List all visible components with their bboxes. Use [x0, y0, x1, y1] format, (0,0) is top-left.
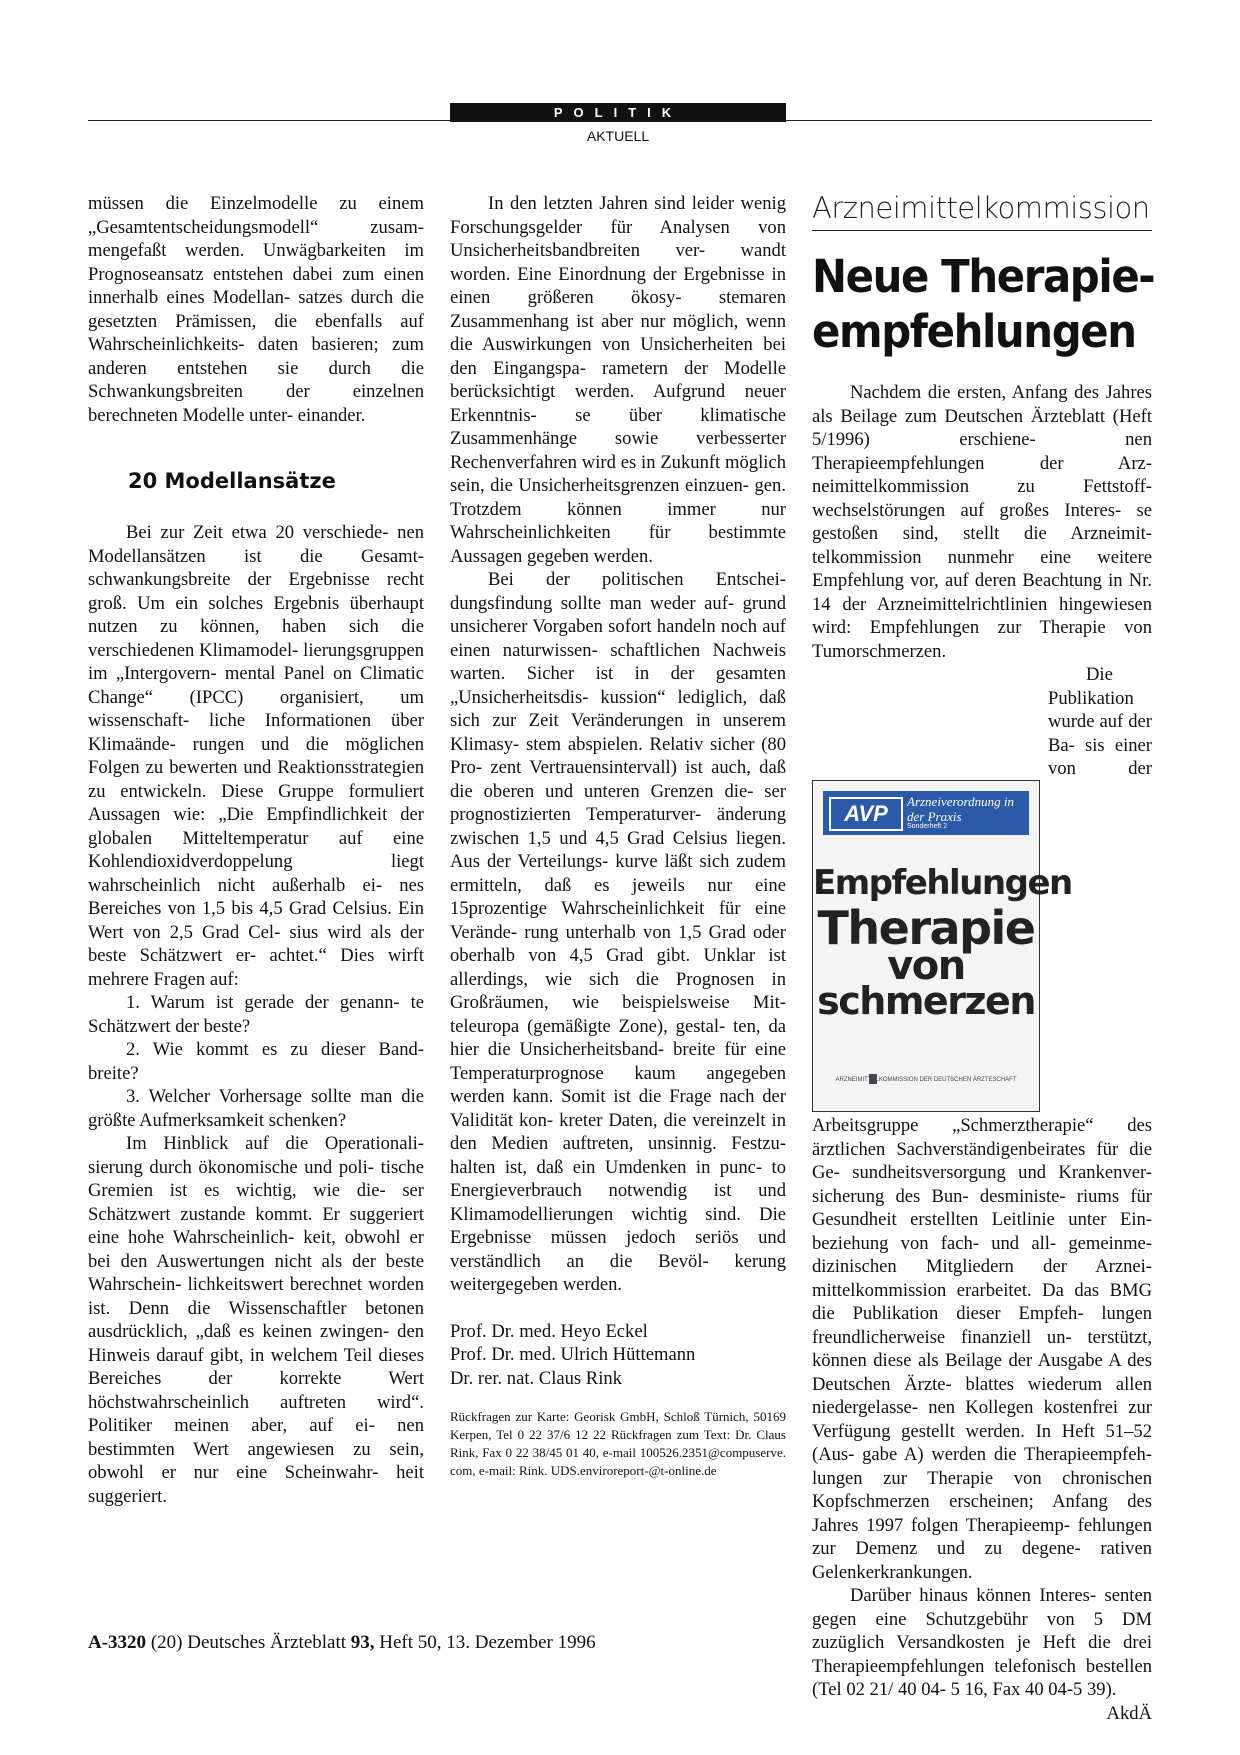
footer-volume: 93, [350, 1632, 375, 1653]
paragraph: Im Hinblick auf die Operationali- sierung durch ökonomische und poli- tische Gremien ist es wichtig, wie die- ser Schätzwert zustande kommt. Er suggeriert eine hohe Wahrscheinlich- keit, obwohl er bei den Auswertungen nicht als der beste Wahrschein- lichkeitswert berechnet worden ist. Denn die Wissenschaftler betonen ausdrücklich, „daß es keinen zwingen- den Hinweis darauf gibt, in welchem Teil dieses Bereiches der korrekte Wert höchstwahrscheinlich auftreten wird“. Politiker meinen aber, auf ei- nen bestimmten Wert angewiesen zu sein, obwohl er nur eine Scheinwahr- heit suggeriert. [88, 1133, 424, 1507]
paragraph: In den letzten Jahren sind leider wenig Forschungsgelder für Analysen von Unsicherheitsbandbreiten ver- wandt worden. Eine Einordnung der Ergebnisse in einen größeren ökosy- stemaren Zusammenhang ist aber nur möglich, wenn die Auswirkungen von Unsicherheiten bei den Eingangspa- rametern der Modelle berücksichtigt werden. Aufgrund neuer Erkenntnis- se über klimatische Zusammenhänge sowie verbesserter Rechenverfahren wird es in Zukunft möglich sein, die Unsicherheitsgrenzen einzuen- gen. Trotzdem können immer nur Wahrscheinlichkeiten für bestimmte Aussagen gegeben werden. [450, 193, 786, 567]
footer-issue: Heft 50, 13. Dezember 1996 [379, 1632, 596, 1653]
kicker: Arzneimittelkommission [812, 190, 1152, 231]
page-number: A-3320 [88, 1632, 147, 1653]
cover-subtitle: Sonderheft 2 [907, 823, 948, 830]
author-block [450, 1320, 786, 1391]
paragraph: Nachdem die ersten, Anfang des Jahres als Beilage zum Deutschen Ärzteblatt (Heft 5/1996) erschiene- nen Therapieempfehlungen der Arz- neimittelkommission zu Fettstoff- wechselstörungen auf großes Interes- se gestoßen sind, stellt die Arzneimit- telkommission nunmehr eine weitere Empfehlung vor, auf deren Beachtung in Nr. 14 der Arzneimittelrichtlinien hingewiesen wird: Empfehlungen zur Therapie von Tumorschmerzen. [812, 382, 1152, 662]
headline-line-1: Neue Therapie- [812, 250, 1155, 303]
question-1: 1. Warum ist gerade der genann- te Schätzwert der beste? [88, 992, 424, 1037]
author-name: Prof. Dr. med. Ulrich Hüttemann [450, 1344, 696, 1365]
paragraph-text: Darüber hinaus können Interes- senten gegen eine Schutzgebühr von 5 DM zuzüglich Versandkosten je Heft die drei Therapieempfehlungen telefonisch bestellen (Tel 02 21/ 40 04- 5 16, Fax 40 04-5 39). [812, 1585, 1152, 1700]
column-2 [450, 192, 786, 1480]
cover-series-title: Arzneiverordnung in der Praxis [907, 794, 1014, 824]
headline [812, 249, 1155, 359]
paragraph [812, 1584, 1152, 1724]
contact-info: Rückfragen zur Karte: Georisk GmbH, Schloß Türnich, 50169 Kerpen, Tel 0 22 37/6 12 22 Rückfragen zum Text: Dr. Claus Rink, Fax 0 22 38/45 01 40, e-mail 100526.2351@compuserve. com, e-mail: Rink. UDS.enviroreport-@t-online.de [450, 1409, 786, 1478]
avp-logo: AVP [829, 797, 903, 831]
brochure-cover-image [812, 780, 1072, 1112]
paragraph: Bei zur Zeit etwa 20 verschiede- nen Modellansätzen ist die Gesamt- schwankungsbreite der Ergebnisse recht groß. Um ein solches Ergebnis überhaupt nutzen zu können, haben sich die verschiedenen Klimamodel- lierungsgruppen im „Intergovern- mental Panel on Climatic Change“ (IPCC) organisiert, um wissenschaft- liche Informationen über Klimaände- rungen und die möglichen Folgen zu bewerten und Reaktionsstrategien zu entwickeln. Diese Gruppe formuliert Aussagen wie: „Die Empfindlichkeit der globalen Mitteltemperatur auf eine Kohlendioxidverdoppelung liegt wahrscheinlich nicht außerhalb ei- nes Bereiches von 1,5 bis 4,5 Grad Celsius. Ein Wert von 2,5 Grad Cel- sius wird als der beste Schätzwert er- achtet.“ Dies wirft mehrere Fragen auf: [88, 522, 424, 990]
cover-title-line: Therapie [817, 901, 1035, 955]
question-3: 3. Welcher Vorhersage sollte man die größte Aufmerksamkeit schenken? [88, 1086, 424, 1131]
cover-title-line: von [887, 943, 965, 989]
cover-publisher: ARZNEIMITTELKOMMISSION DER DEUTSCHEN ÄRZTESCHAFT [835, 1077, 1017, 1083]
column-1 [88, 192, 424, 1508]
cover-banner [823, 791, 1029, 835]
author-name: Prof. Dr. med. Heyo Eckel [450, 1320, 648, 1342]
paragraph: Bei der politischen Entschei- dungsfindung sollte man weder auf- grund unsicherer Vorgaben sofort handeln noch auf einen naturwissen- schaftlichen Nachweis warten. Sicher ist in der gesamten „Unsicherheitsdis- kussion“ lediglich, daß sich zur Zeit Veränderungen in unserem Klimasy- stem abspielen. Relativ sicher (80 Pro- zent Vertrauensintervall) ist auch, daß die oberen und unteren Grenzen die- ser prognostizierten Temperaturver- änderung zwischen 1,5 und 4,5 Grad Celsius liegen. Aus der Verteilungs- kurve läßt sich zudem ermitteln, daß es jeweils nur eine 15prozentige Wahrscheinlichkeit für eine Verände- rung unterhalb von 1,5 Grad oder oberhalb von 4,5 Grad gibt. Unklar ist allerdings, wie sich die Prognosen in Großräumen, wie beispielsweise Mit- teleuropa (gemäßigte Zone), gestal- ten, da hier die Unsicherheitsband- breite für eine Temperaturprognose kaum angegeben werden kann. Somit ist die Frage nach der Validität kon- kreter Daten, die vereinzelt in den Medien auftreten, unsinnig. Festzu- halten ist, daß ein Umdenken in punc- to Energieverbrauch notwendig ist und Klimamodellierungen wichtig sind. Die Ergebnisse müssen jedoch seriös und verständlich an die Bevöl- kerung weitergegeben werden. [450, 569, 786, 1295]
headline-line-2: empfehlungen [812, 305, 1136, 358]
author-name: Dr. rer. nat. Claus Rink [450, 1367, 622, 1389]
subsection-label: AKTUELL [586, 128, 650, 144]
signoff: AkdÄ [1106, 1702, 1152, 1724]
paragraph: müssen die Einzelmodelle zu einem „Gesamtentscheidungsmodell“ zusam- mengefaßt werden. Unwägbarkeiten im Prognoseansatz entstehen dabei zum einen innerhalb eines Modellan- satzes durch die gesetzten Prämissen, die ebenfalls auf Wahrscheinlichkeits- daten basieren; zum anderen entstehen sie durch die Schwankungsbreiten der einzelnen berechneten Modelle unter- einander. [88, 193, 424, 426]
page-footer [88, 1632, 596, 1654]
section-label: POLITIK [450, 103, 786, 122]
question-2: 2. Wie kommt es zu dieser Band- breite? [88, 1039, 424, 1084]
subheading: 20 Modellansätze [128, 469, 336, 493]
paragraph-text: Die Publikation wurde auf der Ba- sis einer von der Arbeitsgruppe „Schmerztherapie“ des ärztlichen Sachverständigenbeirates für die Ge- sundheitsversorgung und Krankenver- sicherung des Bun- desministe- riums für Gesundheit erstellten Leitlinie unter Ein- beziehung von fach- und all- gemeinme- dizinischen Mitgliedern der Arznei- mittelkommission erarbeitet. Da das BMG die Publikation dieser Empfeh- lungen freundlicherweise finanziell un- terstützt, können diese als Beilage der Ausgabe A des Deutschen Ärzte- blattes wiederum allen niedergelasse- nen Kollegen kostenfrei zur Verfügung gestellt werden. In Heft 51–52 (Aus- gabe A) werden die Therapieempfeh- lungen zur Therapie von chronischen Kopfschmerzen erscheinen; Anfang des Jahres 1997 folgen Therapieemp- fehlungen zur Demenz und zu degene- rativen Gelenkerkrankungen. [812, 664, 1152, 1583]
footer-journal: (20) Deutsches Ärzteblatt [150, 1632, 347, 1653]
cover-title-line: schmerzen [817, 979, 1035, 1023]
cover-title-line: Empfehlungen [813, 863, 1072, 903]
